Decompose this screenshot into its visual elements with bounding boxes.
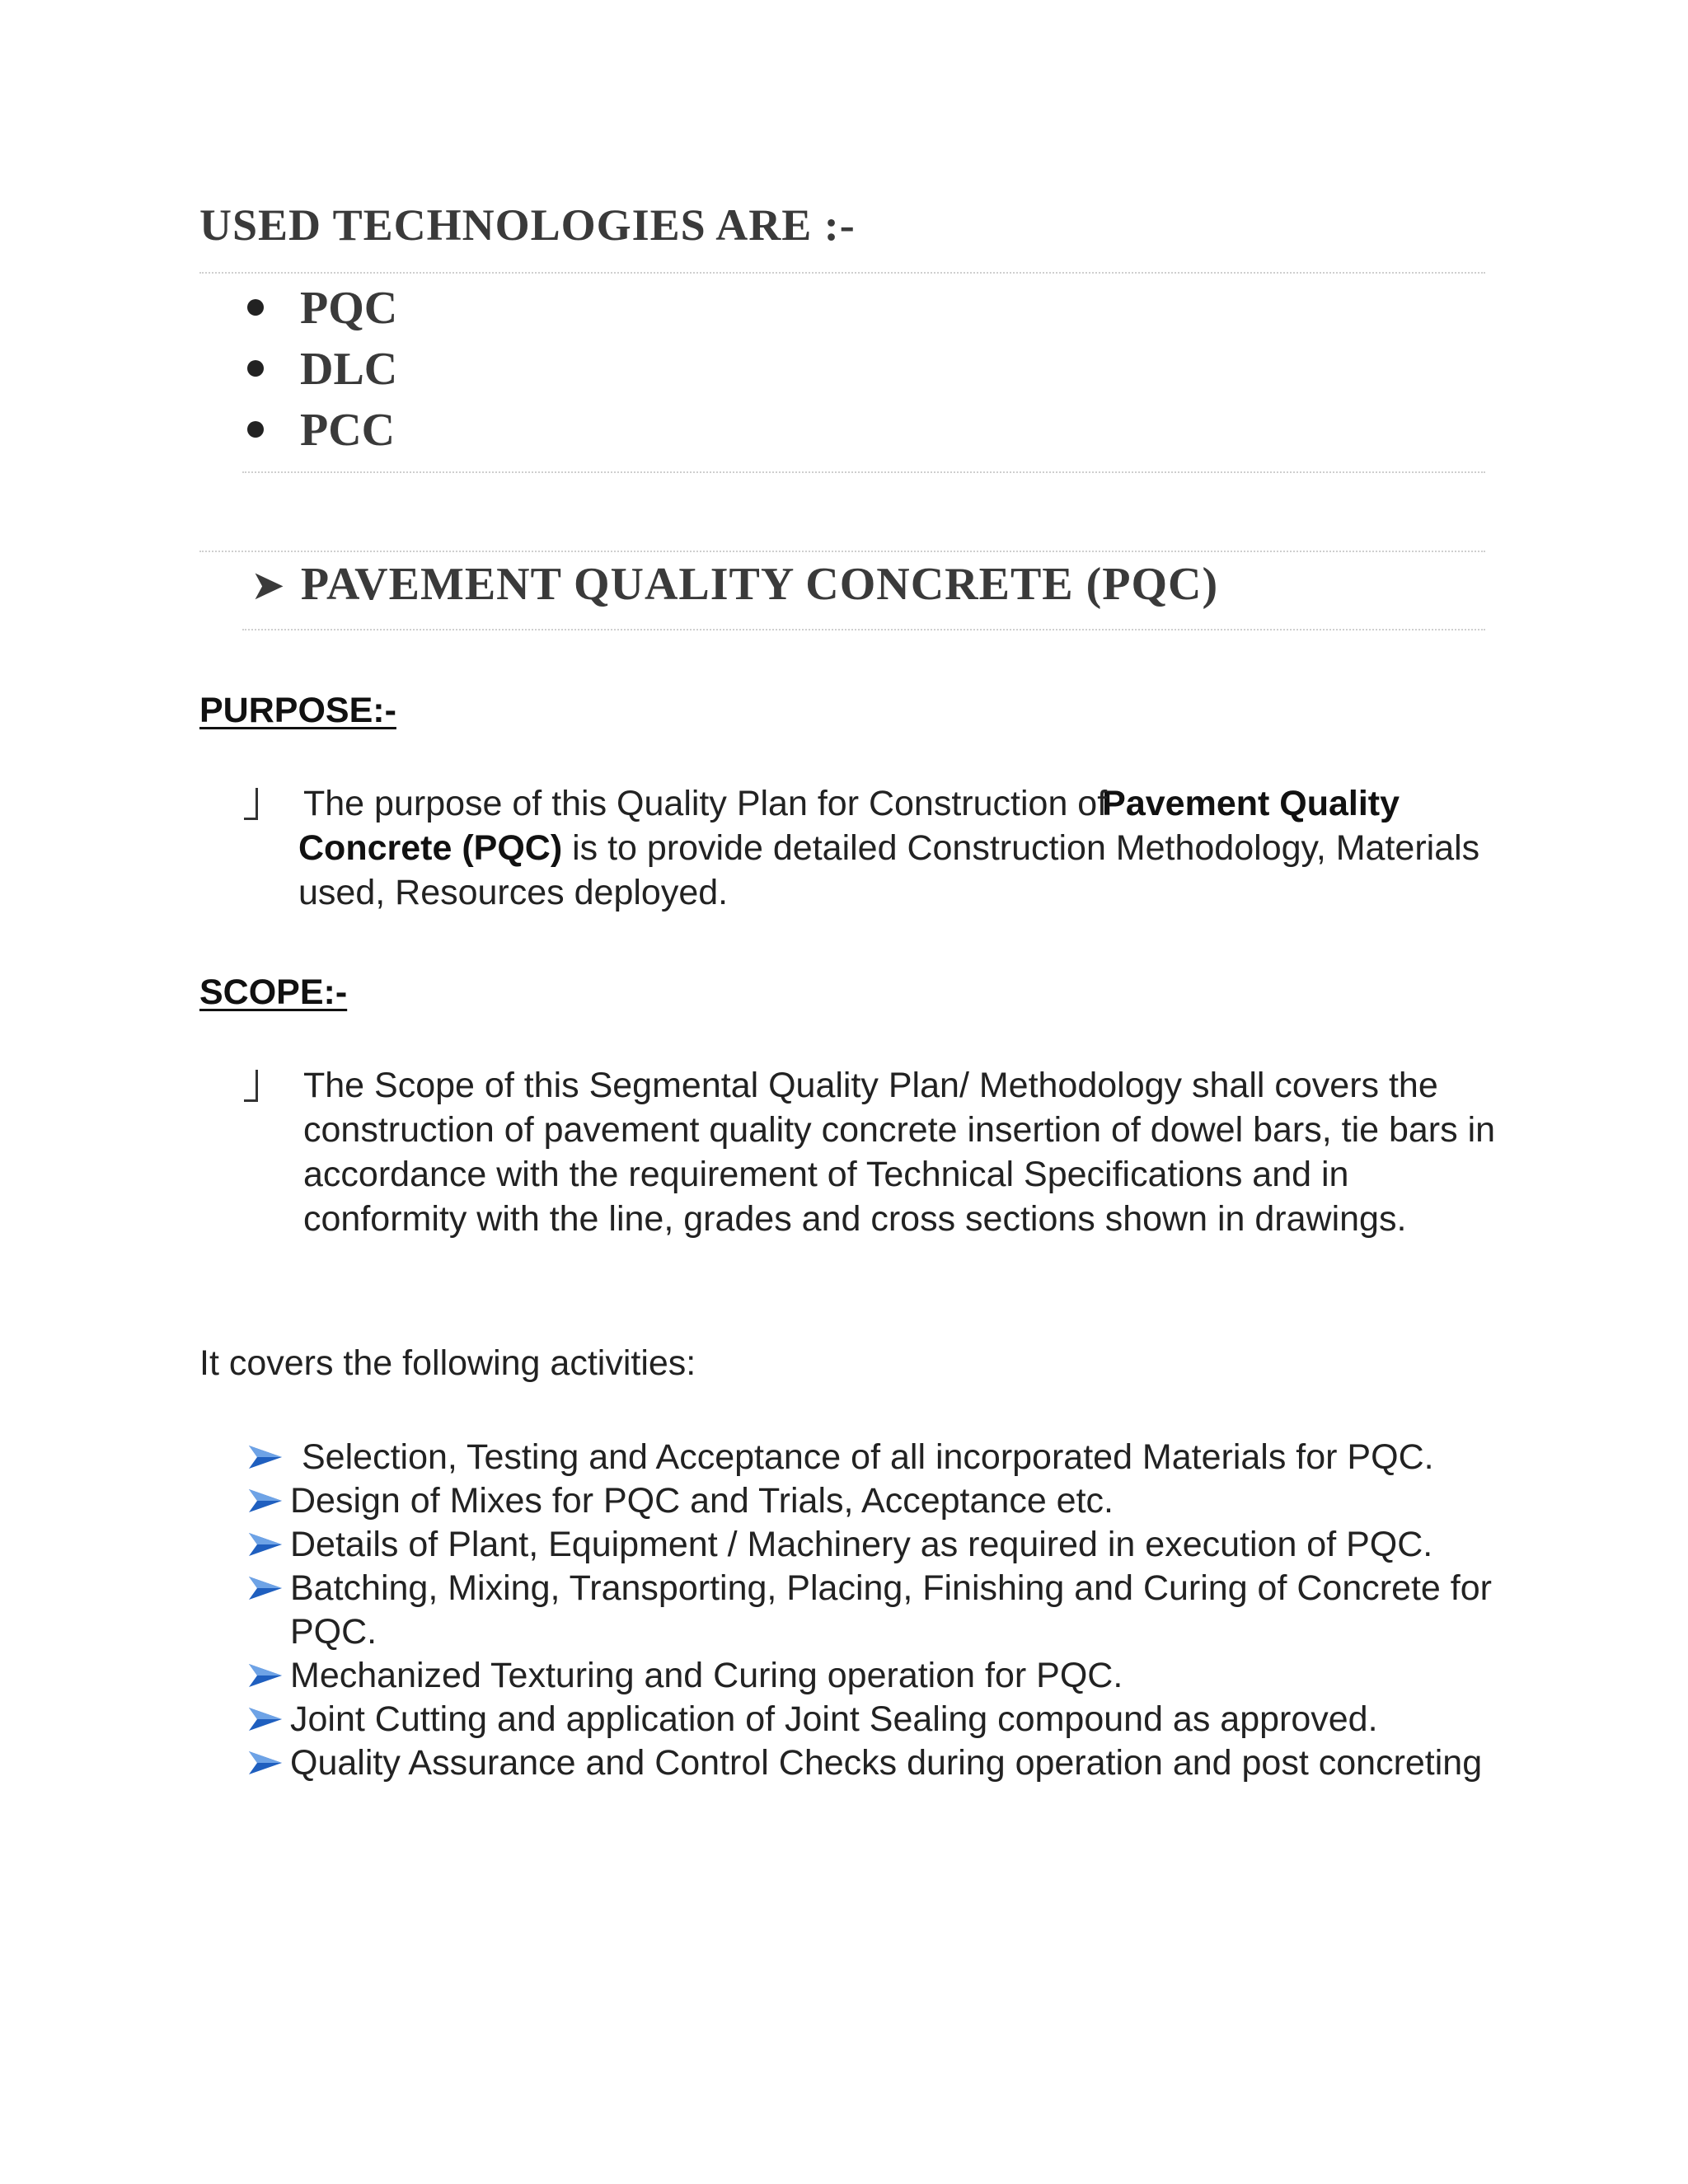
technologies-list — [247, 278, 989, 461]
divider — [199, 551, 1485, 552]
pqc-heading: ➤ PAVEMENT QUALITY CONCRETE (PQC) — [251, 559, 1219, 610]
technologies-heading: USED TECHNOLOGIES ARE :- — [199, 200, 856, 250]
bullet-dot-icon — [247, 360, 264, 377]
list-item: Joint Cutting and application of Joint Sealing compound as approved. — [247, 1698, 1525, 1741]
list-item: Quality Assurance and Control Checks during operation and post concreting — [247, 1741, 1525, 1785]
bracket-bullet-icon — [244, 788, 258, 820]
arrow-bullet-icon — [247, 1750, 284, 1776]
list-item: Mechanized Texturing and Curing operation for PQC. — [247, 1654, 1525, 1698]
activities-list — [247, 1436, 1525, 1785]
divider — [199, 272, 1485, 274]
list-item: PCC — [247, 400, 989, 461]
bullet-dot-icon — [247, 421, 264, 438]
purpose-heading: PURPOSE:- — [199, 691, 396, 730]
list-item: Design of Mixes for PQC and Trials, Acceptance etc. — [247, 1479, 1525, 1523]
list-item: Details of Plant, Equipment / Machinery as required in execution of PQC. — [247, 1523, 1525, 1567]
divider — [242, 629, 1485, 630]
scope-paragraph: The Scope of this Segmental Quality Plan/ Methodology shall covers the construction of pavement quality concrete insertion of dowel bars, tie bars in accordance with the requirement of Technical Specifications and in conformity with the line, grades and cross sections shown in drawings. — [298, 1063, 1493, 1241]
purpose-paragraph: The purpose of this Quality Plan for Construction ofPavement Quality Concrete (PQC) is to provide detailed Construction Methodology, Materials used, Resources deployed. — [298, 781, 1493, 915]
list-item: Selection, Testing and Acceptance of all incorporated Materials for PQC. — [247, 1436, 1525, 1479]
arrow-bullet-icon — [247, 1444, 284, 1470]
list-item: DLC — [247, 339, 989, 400]
bracket-bullet-icon — [244, 1070, 258, 1102]
bullet-dot-icon — [247, 299, 264, 316]
list-item: PQC — [247, 278, 989, 339]
list-item: Batching, Mixing, Transporting, Placing, Finishing and Curing of Concrete for PQC. — [247, 1567, 1525, 1654]
arrow-bullet-icon — [247, 1531, 284, 1558]
arrow-bullet-icon — [247, 1488, 284, 1514]
arrow-bullet-icon — [247, 1706, 284, 1732]
scope-heading: SCOPE:- — [199, 972, 348, 1012]
arrow-bullet-icon — [247, 1575, 284, 1601]
arrow-bullet-icon: ➤ — [251, 562, 286, 608]
activities-intro: It covers the following activities: — [199, 1343, 696, 1383]
arrow-bullet-icon — [247, 1662, 284, 1689]
divider — [242, 471, 1485, 473]
